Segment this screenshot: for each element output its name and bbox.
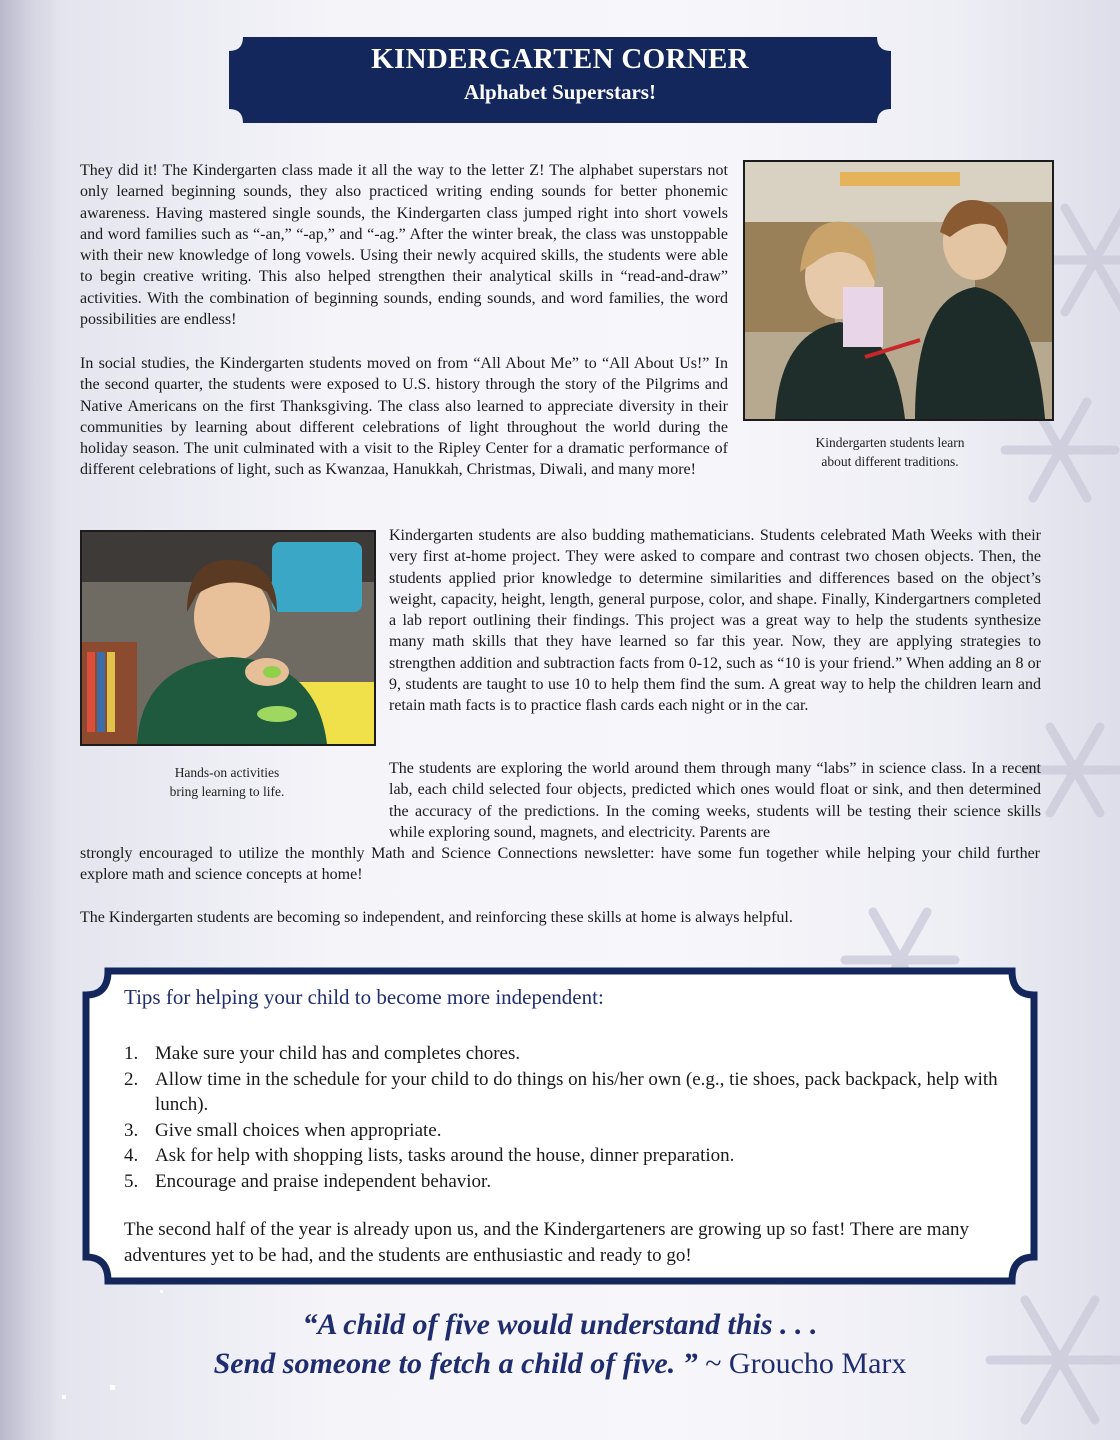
paragraph-math: Kindergarten students are also budding mathematicians. Students celebrated Math Weeks with their very first at-home project. They were asked to compare and contrast two chosen objects. Then, the students applied prior knowledge to determine similarities and differences based on the object’s weight, capacity, height, length, general purpose, color, and shape. Finally, Kindergartners completed a lab report outlining their findings. This project was a great way to help the students synthesize many math skills that they have learned so far this year. Now, they are applying strategies to strengthen addition and subtraction facts from 0-12, such as “10 is your friend.” When adding an 8 or 9, students are taught to use 10 to help them find the sum. A great way to help the children learn and retain math facts is to practice flash cards each night or in the car.	[389, 527, 1041, 715]
list-item	[124, 1143, 1014, 1169]
list-item-text: Encourage and praise independent behavior.	[155, 1170, 492, 1192]
list-item	[124, 1169, 1014, 1195]
tips-title: Tips for helping your child to become more independent:	[124, 985, 604, 1009]
list-item-text: Make sure your child has and completes chores.	[155, 1043, 521, 1064]
tips-closing-text: The second half of the year is already upon us, and the Kindergarteners are growing up so fast! There are many adventures yet to be had, and the students are enthusiastic and ready to go!	[124, 1219, 970, 1266]
paragraph-alphabet: They did it! The Kindergarten class made it all the way to the letter Z! The alphabet superstars not only learned beginning sounds, they also practiced writing ending sounds for better phonemic awareness. Having mastered single sounds, the Kindergarten class jumped right into short vowels and word families such as “-an,” “-ap,” and “-ag.” After the winter break, the class was unstoppable with their new knowledge of long vowels. Using their newly acquired skills, the students were able to begin creative writing. This also helped strengthen their analytical skills in “read-and-draw” activities. With the combination of beginning sounds, ending sounds, and word families, the word possibilities are endless!	[80, 162, 728, 329]
photo1-caption-line1: Kindergarten students learn	[815, 435, 965, 450]
list-number: 4.	[124, 1145, 139, 1166]
page-subtitle: Alphabet Superstars!	[464, 80, 656, 104]
quote-line-1	[120, 1308, 1000, 1342]
paragraph-social-studies: In social studies, the Kindergarten students moved on from “All About Me” to “All About Us!” In the second quarter, the students were exposed to U.S. history through the story of the Pilgrims and Native Americans on the first Thanksgiving. The class also learned to appreciate diversity in their communities by learning about different celebrations of light throughout the world during the holiday season. The unit culminated with a visit to the Ripley Center for a dramatic performance of different celebrations of light, such as Kwanzaa, Hanukkah, Christmas, Diwali, and many more!	[80, 355, 728, 479]
quote-line-2	[120, 1347, 1000, 1381]
list-item-text: Ask for help with shopping lists, tasks around the house, dinner preparation.	[155, 1145, 735, 1166]
photo1-caption-line2: about different traditions.	[821, 454, 959, 469]
list-number: 3.	[124, 1119, 139, 1141]
paragraph-independence: The Kindergarten students are becoming so independent, and reinforcing these skills at home is always helpful.	[80, 909, 793, 926]
list-number: 5.	[124, 1170, 139, 1192]
photo1-caption	[760, 433, 1020, 471]
list-item	[124, 1041, 1014, 1067]
list-number: 2.	[124, 1068, 139, 1090]
quote-author: ~ Groucho Marx	[705, 1347, 907, 1380]
tips-list	[124, 1041, 1014, 1194]
paragraph-science-continued: strongly encouraged to utilize the monthly Math and Science Connections newsletter: have some fun together while helping your child further explore math and science concepts at home!	[80, 845, 1040, 884]
quote-text-2: Send someone to fetch a child of five. ”	[213, 1347, 698, 1380]
list-item-text: Allow time in the schedule for your child to do things on his/her own (e.g., tie shoes, pack backpack, help with lunch).	[155, 1068, 998, 1115]
list-item	[124, 1118, 1014, 1144]
list-item	[124, 1067, 1014, 1118]
page-title: KINDERGARTEN CORNER	[371, 43, 749, 75]
photo-hands-on-activity	[80, 530, 376, 746]
photo2-caption	[97, 763, 357, 801]
list-number: 1.	[124, 1043, 139, 1064]
paragraph-science: The students are exploring the world around them through many “labs” in science class. In a recent lab, each child selected four objects, predicted which ones would float or sink, and then determined the accuracy of the predictions. In the coming weeks, students will be testing their science skills while exploring sound, magnets, and electricity. Parents are	[389, 760, 1041, 841]
quote-text-1: “A child of five would understand this . . .	[302, 1308, 818, 1341]
photo2-caption-line2: bring learning to life.	[169, 784, 285, 799]
photo-students-traditions	[743, 160, 1054, 421]
list-item-text: Give small choices when appropriate.	[155, 1119, 442, 1141]
photo2-caption-line1: Hands-on activities	[174, 765, 280, 780]
